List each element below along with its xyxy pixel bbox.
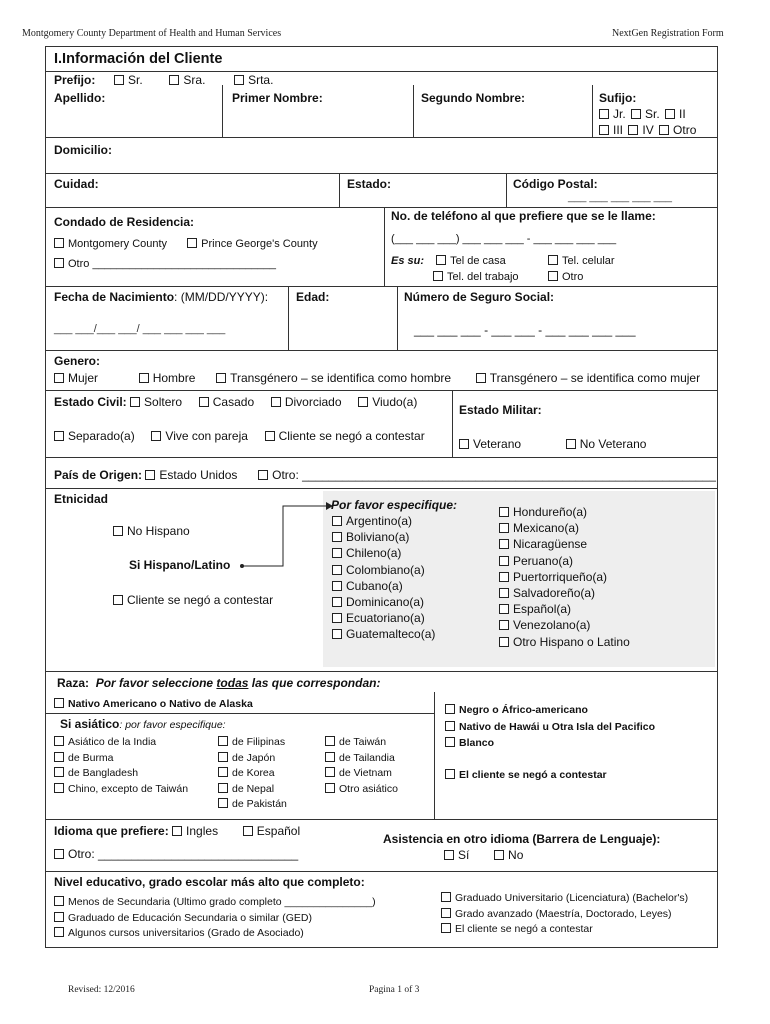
race-asian-option-label: de Burma	[68, 751, 114, 764]
suffix-row-2	[599, 123, 696, 137]
origin-other-checkbox[interactable]	[258, 470, 268, 480]
military-veteran-checkbox[interactable]	[459, 439, 469, 449]
ethnicity-option-item	[499, 617, 630, 633]
race-option-item	[445, 702, 655, 719]
county-montgomery-checkbox[interactable]	[54, 238, 64, 248]
education-option-item	[54, 911, 376, 927]
age-field[interactable]: Edad:	[296, 290, 330, 304]
ethnicity-option-checkbox[interactable]	[499, 637, 509, 647]
ethnicity-option-checkbox[interactable]	[499, 523, 509, 533]
ethnicity-option-label: Puertorriqueño(a)	[513, 569, 608, 584]
education-option-checkbox[interactable]	[441, 923, 451, 933]
race-asian-option-checkbox[interactable]	[325, 736, 335, 746]
language-row	[54, 824, 300, 838]
ethnicity-option-label: Salvadoreño(a)	[513, 586, 596, 601]
language-assist-label: Asistencia en otro idioma (Barrera de Lenguaje):	[383, 832, 661, 846]
gender-male-label: Hombre	[152, 371, 196, 385]
race-asian-option-label: de Japón	[232, 751, 276, 764]
phone-other-label: Otro	[562, 271, 584, 283]
prefix-label: Prefijo:	[54, 73, 96, 87]
ethnicity-label: Etnicidad	[54, 492, 109, 506]
race-asian-option-checkbox[interactable]	[218, 752, 228, 762]
ethnicity-option-label: Cubano(a)	[346, 578, 403, 593]
ethnicity-option-checkbox[interactable]	[332, 532, 342, 542]
suffix-row-1	[599, 107, 686, 121]
military-non-veteran-checkbox[interactable]	[566, 439, 576, 449]
marital-separated-checkbox[interactable]	[54, 431, 64, 441]
race-asian-option-label: de Tailandia	[339, 751, 395, 764]
race-asian-option-checkbox[interactable]	[325, 783, 335, 793]
marital-divorced-checkbox[interactable]	[271, 397, 281, 407]
origin-usa-checkbox[interactable]	[145, 470, 155, 480]
race-option-checkbox[interactable]	[445, 737, 455, 747]
county-options	[54, 238, 318, 250]
language-spanish-label: Español	[256, 824, 301, 838]
phone-cell	[548, 255, 615, 267]
origin-other-label: Otro: ______________________________________________________________	[272, 468, 716, 482]
county-pg-label: Prince George's County	[201, 238, 318, 250]
address-field[interactable]	[54, 143, 112, 157]
gender-trans-woman-label: Transgénero – se identifica como mujer	[489, 371, 701, 385]
state-field[interactable]: Estado:	[347, 177, 392, 191]
race-asian-label-row	[60, 717, 226, 731]
race-asian-option-label: de Nepal	[232, 782, 275, 795]
military-veteran-label: Veterano	[473, 437, 522, 451]
race-label	[57, 676, 380, 690]
gender-female-label: Mujer	[68, 371, 99, 385]
race-asian-option-item	[325, 782, 398, 798]
race-label-d: las que correspondan:	[248, 676, 381, 690]
county-other	[54, 258, 276, 270]
prefix-sra-checkbox[interactable]	[169, 75, 179, 85]
language-spanish-checkbox[interactable]	[243, 826, 253, 836]
race-asian-option-label: de Bangladesh	[68, 767, 139, 779]
ethnicity-option-item	[499, 553, 630, 569]
language-other-label: Otro: ______________________________	[68, 847, 299, 861]
ssn-blank[interactable]: ___ ___ ___ - ___ ___ - ___ ___ ___ ___	[414, 323, 636, 337]
marital-single-label: Soltero	[144, 395, 183, 409]
race-declined	[445, 769, 607, 781]
ethnicity-non-hispanic	[113, 524, 190, 538]
race-asian-option-checkbox[interactable]	[218, 736, 228, 746]
race-asian-option-item	[218, 782, 287, 798]
education-option-item	[441, 907, 688, 923]
language-other-checkbox[interactable]	[54, 849, 64, 859]
phone-label: No. de teléfono al que prefiere que se le llame:	[391, 209, 656, 223]
ethnicity-specify-label: Por favor especifique:	[331, 498, 458, 512]
race-asian-option-checkbox[interactable]	[54, 736, 64, 746]
dob-label: Fecha de Nacimiento	[54, 290, 175, 304]
education-option-checkbox[interactable]	[54, 927, 64, 937]
race-asian-option-item	[54, 782, 188, 798]
marital-row-1	[54, 395, 417, 409]
race-asian-option-label: Asiático de la India	[68, 736, 157, 748]
prefix-srta-checkbox[interactable]	[234, 75, 244, 85]
race-label-c: todas	[216, 676, 249, 690]
race-native-american-checkbox[interactable]	[54, 698, 64, 708]
phone-work	[433, 271, 519, 283]
ethnicity-option-label: Español(a)	[513, 602, 572, 617]
phone-work-checkbox[interactable]	[433, 271, 443, 281]
origin-label: País de Origen:	[54, 468, 143, 482]
gender-trans-woman-checkbox[interactable]	[476, 373, 486, 383]
race-asian-option-item	[325, 766, 398, 782]
section-title: I.Información del Cliente	[54, 51, 223, 67]
education-option-checkbox[interactable]	[441, 908, 451, 918]
ethnicity-option-item	[499, 520, 630, 536]
race-asian-option-item	[325, 735, 398, 751]
race-asian-option-checkbox[interactable]	[54, 767, 64, 777]
race-asian-option-checkbox[interactable]	[218, 767, 228, 777]
race-declined-label: El cliente se negó a contestar	[459, 769, 607, 781]
ethnicity-option-item	[499, 585, 630, 601]
gender-female-checkbox[interactable]	[54, 373, 64, 383]
race-asian-option-label: de Pakistán	[232, 798, 287, 810]
military-non-veteran-label: No Veterano	[579, 437, 647, 451]
marital-declined-label: Cliente se negó a contestar	[278, 429, 425, 443]
prefix-sr-label: Sr.	[128, 73, 143, 87]
ethnicity-option-checkbox[interactable]	[499, 604, 509, 614]
education-option-item	[54, 926, 376, 942]
language-assist-options	[444, 848, 523, 862]
ethnicity-option-item	[332, 610, 435, 626]
ethnicity-option-checkbox[interactable]	[332, 565, 342, 575]
county-pg-checkbox[interactable]	[187, 238, 197, 248]
prefix-srta-label: Srta.	[248, 73, 274, 87]
ethnicity-option-checkbox[interactable]	[332, 597, 342, 607]
ethnicity-option-checkbox[interactable]	[332, 629, 342, 639]
ethnicity-option-item	[332, 513, 435, 529]
ethnicity-hispanic-label: Si Hispano/Latino	[129, 558, 231, 572]
marital-separated-label: Separado(a)	[68, 429, 135, 443]
education-option-label: Algunos cursos universitarios (Grado de Asociado)	[68, 927, 304, 939]
registration-form	[45, 46, 718, 948]
suffix-ii-checkbox[interactable]	[665, 109, 675, 119]
phone-other-checkbox[interactable]	[548, 271, 558, 281]
ethnicity-option-checkbox[interactable]	[499, 588, 509, 598]
suffix-iii-checkbox[interactable]	[599, 125, 609, 135]
gender-trans-man-label: Transgénero – se identifica como hombre	[230, 371, 452, 385]
race-option-checkbox[interactable]	[445, 704, 455, 714]
marital-label: Estado Civil:	[54, 395, 127, 409]
ethnicity-option-label: Chileno(a)	[346, 546, 402, 561]
race-option-label: Blanco	[459, 737, 495, 749]
education-left-list	[54, 895, 376, 942]
race-option-label: Nativo de Hawái u Otra Isla del Pacifico	[459, 720, 656, 733]
suffix-otro-checkbox[interactable]	[659, 125, 669, 135]
education-label: Nivel educativo, grado escolar más alto que completo:	[54, 875, 365, 889]
ethnicity-option-label: Argentino(a)	[346, 514, 413, 528]
race-asian-option-item	[218, 797, 287, 813]
suffix-otro-label: Otro	[673, 123, 697, 137]
suffix-jr-checkbox[interactable]	[599, 109, 609, 119]
dob-format: : (MM/DD/YYYY):	[174, 290, 269, 304]
ethnicity-option-checkbox[interactable]	[332, 581, 342, 591]
race-label-b: Por favor seleccione	[95, 676, 217, 690]
ethnicity-option-checkbox[interactable]	[499, 620, 509, 630]
education-option-label: Menos de Secundaria (Ultimo grado completo _______________)	[68, 896, 376, 908]
ethnicity-option-checkbox[interactable]	[332, 516, 342, 526]
race-asian-option-item	[218, 766, 287, 782]
ethnicity-option-label: Venezolano(a)	[513, 618, 591, 633]
footer-page-number: Pagina 1 of 3	[369, 985, 420, 995]
race-asian-option-label: de Korea	[232, 767, 275, 779]
race-asian-option-item	[218, 735, 287, 751]
ethnicity-option-item	[332, 626, 435, 642]
ethnicity-option-label: Colombiano(a)	[346, 562, 425, 577]
education-option-item	[54, 895, 376, 911]
education-option-item	[441, 891, 688, 907]
ethnicity-option-item	[332, 594, 435, 610]
marital-married-checkbox[interactable]	[199, 397, 209, 407]
ethnicity-option-checkbox[interactable]	[499, 556, 509, 566]
suffix-iii-label: III	[613, 123, 624, 137]
race-asian-label: Si asiático	[60, 717, 120, 731]
marital-married-label: Casado	[212, 395, 255, 409]
race-asian-option-item	[54, 766, 188, 782]
phone-cell-checkbox[interactable]	[548, 255, 558, 265]
phone-work-label: Tel. del trabajo	[447, 271, 519, 283]
military-label: Estado Militar:	[459, 403, 542, 417]
marital-divorced-label: Divorciado	[284, 395, 342, 409]
ethnicity-option-item	[332, 578, 435, 594]
gender-male-checkbox[interactable]	[139, 373, 149, 383]
marital-row-2	[54, 429, 425, 443]
origin-row	[54, 468, 716, 482]
ethnicity-option-item	[499, 569, 630, 585]
ethnicity-option-label: Boliviano(a)	[346, 530, 410, 545]
education-option-item	[441, 922, 688, 938]
ethnicity-list-2	[499, 504, 630, 650]
race-label-a: Raza:	[57, 676, 96, 690]
race-asian-list-1	[54, 735, 188, 797]
first-name-field[interactable]: Primer Nombre:	[232, 91, 323, 105]
race-option-label: Negro o Áfrico-americano	[459, 704, 588, 716]
ethnicity-option-label: Guatemalteco(a)	[346, 627, 436, 642]
ethnicity-option-item	[499, 634, 630, 650]
race-native-american-label: Nativo Americano o Nativo de Alaska	[68, 698, 253, 710]
education-option-label: Graduado Universitario (Licenciatura) (Bachelor's)	[455, 892, 689, 904]
marital-declined-checkbox[interactable]	[265, 431, 275, 441]
phone-type-row-1	[391, 255, 506, 267]
ethnicity-option-checkbox[interactable]	[499, 507, 509, 517]
ethnicity-option-label: Peruano(a)	[513, 553, 574, 568]
ethnicity-declined	[113, 593, 273, 607]
ethnicity-option-checkbox[interactable]	[499, 572, 509, 582]
ethnicity-arrow-icon	[236, 499, 336, 579]
race-option-item	[445, 735, 655, 752]
gender-label: Genero:	[54, 354, 101, 368]
suffix-sr-label: Sr.	[645, 107, 660, 121]
prefix-sr-checkbox[interactable]	[114, 75, 124, 85]
county-other-label: Otro ______________________________	[68, 258, 276, 270]
language-label: Idioma que prefiere:	[54, 824, 169, 838]
ethnicity-option-label: Otro Hispano o Latino	[513, 634, 630, 649]
race-asian-option-checkbox[interactable]	[218, 798, 228, 808]
ethnicity-option-item	[332, 529, 435, 545]
race-asian-option-item	[325, 751, 398, 767]
gender-trans-man-checkbox[interactable]	[216, 373, 226, 383]
race-declined-checkbox[interactable]	[445, 769, 455, 779]
race-asian-option-label: Chino, excepto de Taiwán	[68, 782, 189, 795]
race-asian-option-checkbox[interactable]	[218, 783, 228, 793]
ethnicity-option-checkbox[interactable]	[332, 548, 342, 558]
language-assist-yes-label: Sí	[458, 848, 470, 862]
race-asian-option-checkbox[interactable]	[54, 752, 64, 762]
ethnicity-list-1	[332, 513, 435, 643]
zip-blank: ___ ___ ___ ___ ___	[568, 191, 672, 203]
dob-blank[interactable]: ___ ___/___ ___/ ___ ___ ___ ___	[54, 323, 226, 335]
gender-options	[54, 371, 700, 385]
county-label: Condado de Residencia:	[54, 215, 195, 229]
marital-widowed-label: Viudo(a)	[372, 395, 418, 409]
suffix-jr-label: Jr.	[613, 107, 626, 121]
marital-widowed-checkbox[interactable]	[358, 397, 368, 407]
race-asian-option-item	[54, 735, 188, 751]
race-asian-option-checkbox[interactable]	[54, 783, 64, 793]
dob-label-row	[54, 290, 268, 304]
education-option-label: El cliente se negó a contestar	[455, 923, 593, 935]
language-assist-no-checkbox[interactable]	[494, 850, 504, 860]
last-name-field[interactable]: Apellido:	[54, 91, 106, 105]
suffix-ii-label: II	[679, 107, 686, 121]
ethnicity-non-hispanic-label: No Hispano	[127, 524, 190, 538]
education-right-list	[441, 891, 688, 938]
ethnicity-non-hispanic-checkbox[interactable]	[113, 526, 123, 536]
education-option-label: Grado avanzado (Maestría, Doctorado, Leyes)	[455, 907, 672, 920]
ethnicity-option-item	[499, 601, 630, 617]
suffix-iv-label: IV	[642, 123, 654, 137]
address-label: Domicilio:	[54, 143, 113, 157]
ethnicity-option-label: Mexicano(a)	[513, 521, 580, 536]
race-asian-option-label: de Filipinas	[232, 736, 286, 748]
education-option-checkbox[interactable]	[54, 912, 64, 922]
phone-other	[548, 271, 583, 283]
marital-partner-label: Vive con pareja	[165, 429, 248, 443]
race-asian-list-2	[218, 735, 287, 813]
military-options	[459, 437, 646, 451]
ethnicity-option-label: Nicaragüense	[513, 537, 588, 552]
education-option-checkbox[interactable]	[54, 896, 64, 906]
ethnicity-option-label: Dominicano(a)	[346, 595, 425, 610]
phone-home-checkbox[interactable]	[436, 255, 446, 265]
footer-revised: Revised: 12/2016	[68, 985, 135, 995]
phone-blank[interactable]: (___ ___ ___) ___ ___ ___ - ___ ___ ___ ___	[391, 233, 617, 245]
language-other	[54, 847, 298, 861]
race-asian-option-item	[54, 751, 188, 767]
education-option-label: Graduado de Educación Secundaria o similar (GED)	[68, 911, 312, 924]
suffix-label: Sufijo:	[599, 91, 637, 105]
county-other-checkbox[interactable]	[54, 258, 64, 268]
race-option-checkbox[interactable]	[445, 721, 455, 731]
ethnicity-option-item	[332, 545, 435, 561]
ethnicity-option-label: Hondureño(a)	[513, 505, 588, 519]
county-montgomery-label: Montgomery County	[68, 238, 168, 250]
suffix-iv-checkbox[interactable]	[628, 125, 638, 135]
race-asian-option-label: de Vietnam	[339, 767, 392, 779]
prefix-sra-label: Sra.	[183, 73, 206, 87]
ssn-label: Número de Seguro Social:	[404, 290, 555, 304]
ethnicity-option-item	[499, 504, 630, 520]
marital-single-checkbox[interactable]	[130, 397, 140, 407]
language-assist-yes-checkbox[interactable]	[444, 850, 454, 860]
language-english-label: Ingles	[186, 824, 219, 838]
origin-usa-label: Estado Unidos	[159, 468, 238, 482]
race-asian-option-checkbox[interactable]	[325, 752, 335, 762]
marital-partner-checkbox[interactable]	[151, 431, 161, 441]
ethnicity-option-checkbox[interactable]	[499, 539, 509, 549]
ethnicity-option-checkbox[interactable]	[332, 613, 342, 623]
language-assist-no-label: No	[508, 848, 524, 862]
zip-field[interactable]: Código Postal:	[513, 177, 598, 191]
ethnicity-option-item	[332, 562, 435, 578]
race-asian-option-item	[218, 751, 287, 767]
phone-cell-label: Tel. celular	[562, 255, 615, 267]
prefix-row	[54, 73, 273, 87]
header-form-name: NextGen Registration Form	[612, 28, 724, 39]
phone-home-label: Tel de casa	[450, 255, 506, 267]
phone-es-su-label: Es su:	[391, 255, 425, 267]
race-asian-option-label: Otro asiático	[339, 782, 398, 795]
race-native-american	[54, 698, 253, 710]
race-option-item	[445, 719, 655, 736]
language-english-checkbox[interactable]	[172, 826, 182, 836]
middle-name-field[interactable]: Segundo Nombre:	[421, 91, 525, 105]
race-asian-option-label: de Taiwán	[339, 736, 387, 748]
ethnicity-option-label: Ecuatoriano(a)	[346, 611, 425, 626]
city-field[interactable]: Cuidad:	[54, 177, 99, 191]
ethnicity-declined-checkbox[interactable]	[113, 595, 123, 605]
race-asian-specify: : por favor especifique:	[119, 719, 226, 731]
race-asian-option-checkbox[interactable]	[325, 767, 335, 777]
ethnicity-declined-label: Cliente se negó a contestar	[127, 593, 274, 607]
race-asian-list-3	[325, 735, 398, 797]
ethnicity-option-item	[499, 536, 630, 552]
education-option-checkbox[interactable]	[441, 892, 451, 902]
race-right-list	[445, 702, 655, 752]
header-department: Montgomery County Department of Health and Human Services	[22, 28, 282, 39]
suffix-sr-checkbox[interactable]	[631, 109, 641, 119]
